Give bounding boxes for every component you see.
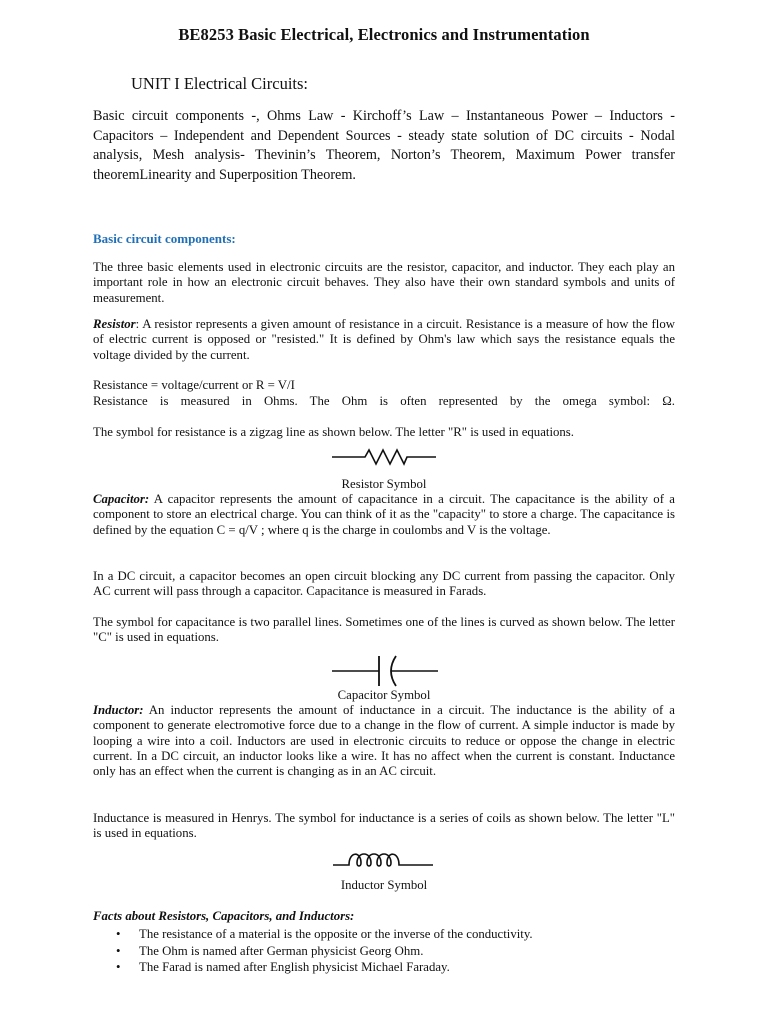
resistor-caption: Resistor Symbol bbox=[341, 477, 427, 491]
syllabus-paragraph: Basic circuit components -, Ohms Law - Kirchoff’s Law – Instantaneous Power – Inductors - Capacitors – Independent and Dependent Sources - steady state solution of DC circuits - Nodal analysis, Mesh analysis- Thevinin’s Theorem, Norton’s Theorem, Maximum Power transfer theoremLinearity and Superposition Theorem. bbox=[93, 108, 675, 183]
document-title: BE8253 Basic Electrical, Electronics and Instrumentation bbox=[178, 25, 590, 44]
capacitor-description: A capacitor represents the amount of capacitance in a circuit. The capacitance is the ability of a component to store an electrical charge. You can think of it as the "capacity" to store a charge. The capacitance is defined by the equation C = q/V ; where q is the charge in coulombs and V is the voltage. bbox=[93, 492, 675, 537]
intro-paragraph: The three basic elements used in electronic circuits are the resistor, capacitor, and inductor. They each play an important role in how an electronic circuit behaves. They also have their own standard symbols and units of measurement. bbox=[93, 260, 675, 305]
inductor-paragraph bbox=[93, 703, 675, 779]
unit-heading: UNIT I Electrical Circuits: bbox=[131, 74, 309, 93]
capacitor-symbol-note: The symbol for capacitance is two parallel lines. Sometimes one of the lines is curved as shown below. The letter "C" is used in equations. bbox=[93, 615, 675, 645]
inductor-description: An inductor represents the amount of inductance in a circuit. The inductance is the ability of a component to generate electromotive force due to a change in the flow of current. A simple inductor is made by looping a wire into a coil. Inductors are used in electronic circuits to reduce or oppose the change in electric current. In a DC circuit, an inductor looks like a wire. It has no affect when the current is constant. Inductance only has an effect when the current is changing as in an AC circuit. bbox=[93, 703, 675, 779]
facts-heading: Facts about Resistors, Capacitors, and Inductors: bbox=[93, 909, 355, 923]
inductor-caption: Inductor Symbol bbox=[340, 878, 428, 892]
resistor-symbol-icon bbox=[332, 446, 436, 468]
list-item: • The Farad is named after English physicist Michael Faraday. bbox=[116, 960, 450, 974]
resistor-paragraph bbox=[93, 317, 675, 363]
resistor-term: Resistor bbox=[93, 317, 136, 331]
resistance-unit-note: Resistance is measured in Ohms. The Ohm is often represented by the omega symbol: Ω. bbox=[93, 394, 675, 408]
resistor-description: : A resistor represents a given amount of resistance in a circuit. Resistance is a measure of how the flow of electric current is opposed or "resisted." It is defined by Ohm's law which says the resistance equals the voltage divided by the current. bbox=[93, 317, 675, 362]
list-item: • The Ohm is named after German physicist Georg Ohm. bbox=[116, 943, 424, 958]
facts-list bbox=[113, 926, 533, 976]
inductor-term: Inductor: bbox=[93, 703, 144, 717]
resistor-symbol-note: The symbol for resistance is a zigzag line as shown below. The letter "R" is used in equations. bbox=[93, 425, 574, 439]
capacitor-dc-paragraph: In a DC circuit, a capacitor becomes an open circuit blocking any DC current from passing the capacitor. Only AC current will pass through a capacitor. Capacitance is measured in Farads. bbox=[93, 569, 675, 599]
bullet-icon: • bbox=[116, 943, 121, 958]
list-item: • The resistance of a material is the opposite or the inverse of the conductivity. bbox=[116, 927, 533, 941]
inductor-symbol-icon bbox=[333, 851, 433, 871]
bullet-icon: • bbox=[116, 960, 121, 974]
resistance-formula: Resistance = voltage/current or R = V/I bbox=[93, 378, 295, 392]
capacitor-caption: Capacitor Symbol bbox=[337, 688, 431, 702]
bullet-icon: • bbox=[116, 927, 121, 941]
capacitor-term: Capacitor: bbox=[93, 492, 150, 506]
inductor-symbol-note: Inductance is measured in Henrys. The symbol for inductance is a series of coils as shown below. The letter "L" is used in equations. bbox=[93, 811, 675, 841]
section-heading: Basic circuit components: bbox=[93, 231, 236, 246]
capacitor-paragraph bbox=[93, 492, 675, 538]
capacitor-symbol-icon bbox=[332, 654, 438, 688]
